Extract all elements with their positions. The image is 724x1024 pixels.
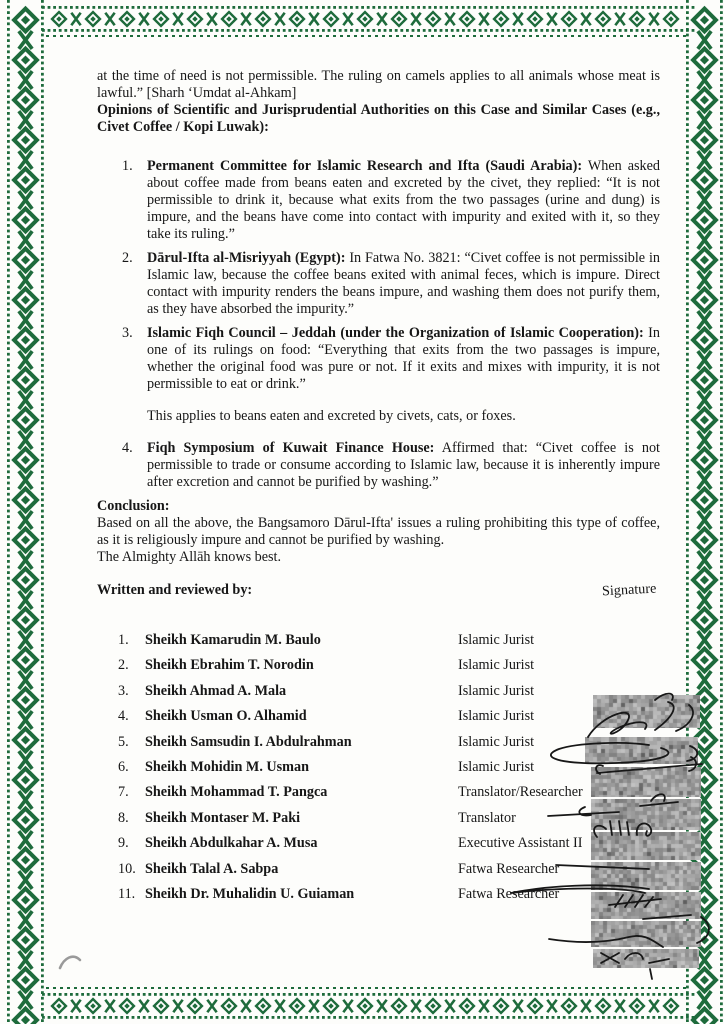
signatory-row [118, 886, 660, 911]
signatory-row [118, 861, 660, 886]
signatory-name: Sheikh Mohidin M. Usman [145, 758, 309, 775]
signatory-row [118, 708, 660, 733]
opinions-list [97, 158, 660, 491]
signatory-number: 9. [118, 835, 129, 852]
opinion-statement: Affirmed that: “Civet coffee is not permissible to trade or consume according to Islamic law, because it is inherently impure after excretion and cannot be purified by washing.” [147, 440, 660, 490]
opinions-heading: Opinions of Scientific and Jurisprudential Authorities on this Case and Similar Cases (e.g., Civet Coffee / Kopi Luwak): [97, 102, 660, 135]
opinion-text [147, 250, 660, 318]
signatory-name: Sheikh Talal A. Sabpa [145, 860, 279, 877]
signatory-name: Sheikh Dr. Muhalidin U. Guiaman [145, 885, 355, 902]
border-dashed-line [46, 987, 686, 989]
redacted-signature-block [591, 892, 701, 919]
signatory-role: Translator [458, 809, 516, 826]
opinion-statement: In one of its rulings on food: “Everything that exits from the two passages is impure, whether the original food was pure or not. If it exits and mixes with impurity, it is not permissible to eat or drink.” [147, 325, 660, 392]
signatory-name: Sheikh Mohammad T. Pangca [145, 784, 328, 801]
redacted-signature-block [593, 949, 699, 968]
opinion-number: 2. [122, 250, 133, 266]
signature-stroke [650, 969, 652, 979]
redacted-signature-block [593, 695, 700, 728]
signatory-number: 10. [118, 860, 136, 877]
signatory-number: 2. [118, 657, 129, 674]
signatory-name: Sheikh Kamarudin M. Baulo [145, 632, 321, 648]
signatory-role: Islamic Jurist [458, 758, 535, 775]
opinion-statement: When asked about coffee made from beans eaten and excreted by the civet, they replied: “It is not permissible to drink it, because what exits from the two passages (urine and dung) is impure, and the beans have come into contact with impurity and exited with it, so they take its ruling.” [147, 158, 660, 242]
redacted-signature-block [591, 862, 701, 890]
signatory-row [118, 657, 660, 682]
signatory-role: Islamic Jurist [458, 632, 535, 648]
opinion-authority: Islamic Fiqh Council – Jeddah (under the Organization of Islamic Cooperation): [147, 325, 644, 341]
signatory-row [118, 835, 660, 860]
signatory-role: Executive Assistant II [458, 835, 583, 852]
redacted-signature-block [585, 737, 698, 764]
signatory-number: 5. [118, 733, 129, 750]
signatory-row [118, 810, 660, 835]
signatory-name: Sheikh Montaser M. Paki [145, 809, 301, 826]
redacted-signature-block [591, 921, 701, 947]
document-body [97, 68, 660, 911]
redacted-signature-block [591, 832, 701, 860]
opinion-item-2 [122, 250, 660, 318]
border-dashed-line [46, 35, 686, 37]
signatory-number: 11. [118, 885, 136, 902]
signatory-row [118, 759, 660, 784]
conclusion-paragraph: Based on all the above, the Bangsamoro Dārul-Ifta' issues a ruling prohibiting this type of coffee, as it is religiously impure and cannot be purified by washing. [97, 515, 660, 548]
signatory-name: Sheikh Abdulkahar A. Musa [145, 835, 318, 852]
signatory-row [118, 734, 660, 759]
signature-column-label: Signature [601, 580, 657, 600]
opinion-text [147, 325, 660, 433]
opinion-statement: In Fatwa No. 3821: “Civet coffee is not permissible in Islamic law, because the coffee beans exited with animal feces, which is impure. Direct contact with impurity renders the beans impure, and washing them does not purify them, as they have absorbed the impurity.” [147, 250, 660, 317]
opinion-authority: Fiqh Symposium of Kuwait Finance House: [147, 440, 435, 456]
opinion-item-3 [122, 325, 660, 433]
closing-line: The Almighty Allāh knows best. [97, 549, 282, 565]
signatory-role: Fatwa Researcher [458, 885, 560, 902]
signatory-name: Sheikh Usman O. Alhamid [145, 708, 307, 725]
signatory-name: Sheikh Ebrahim T. Norodin [145, 657, 314, 674]
opinion-text [147, 158, 660, 243]
opinion-authority: Dārul-Ifta al-Misriyyah (Egypt): [147, 250, 346, 266]
opinion-number: 1. [122, 158, 133, 174]
conclusion-heading: Conclusion: [97, 498, 170, 514]
signatory-number: 8. [118, 809, 129, 826]
signatory-role: Fatwa Researcher [458, 860, 560, 877]
redacted-signature-block [591, 767, 701, 797]
signatory-row [118, 632, 660, 657]
opinion-item-4 [122, 440, 660, 491]
signatory-role: Islamic Jurist [458, 682, 535, 699]
signatory-name: Sheikh Samsudin I. Abdulrahman [145, 733, 352, 750]
redacted-signature-block [591, 799, 701, 830]
signatory-number: 4. [118, 708, 129, 725]
signatories-list [118, 632, 660, 911]
signatory-role: Islamic Jurist [458, 708, 535, 725]
opinion-authority: Permanent Committee for Islamic Research and Ifta (Saudi Arabia): [147, 158, 583, 174]
opinion-text [147, 440, 660, 491]
scan-artifact-mark [60, 957, 80, 968]
signatory-number: 6. [118, 758, 129, 775]
opinion-item-1 [122, 158, 660, 243]
signatory-name: Sheikh Ahmad A. Mala [145, 682, 287, 699]
signatory-row [118, 784, 660, 809]
written-reviewed-heading: Written and reviewed by: [97, 582, 253, 598]
signatory-role: Islamic Jurist [458, 657, 535, 674]
signatory-role: Translator/Researcher [458, 784, 583, 801]
signatory-role: Islamic Jurist [458, 733, 535, 750]
signatory-number: 1. [118, 632, 129, 648]
signatory-row [118, 683, 660, 708]
signatory-number: 3. [118, 682, 129, 699]
opinion-note: This applies to beans eaten and excreted by civets, cats, or foxes. [147, 408, 516, 424]
signatories-header-row [97, 582, 660, 599]
signatory-number: 7. [118, 784, 129, 801]
intro-paragraph: at the time of need is not permissible. The ruling on camels applies to all animals whose meat is lawful.” [Sharh ‘Umdat al-Ahkam] [97, 68, 660, 101]
opinion-number: 3. [122, 325, 133, 341]
opinion-number: 4. [122, 440, 133, 456]
